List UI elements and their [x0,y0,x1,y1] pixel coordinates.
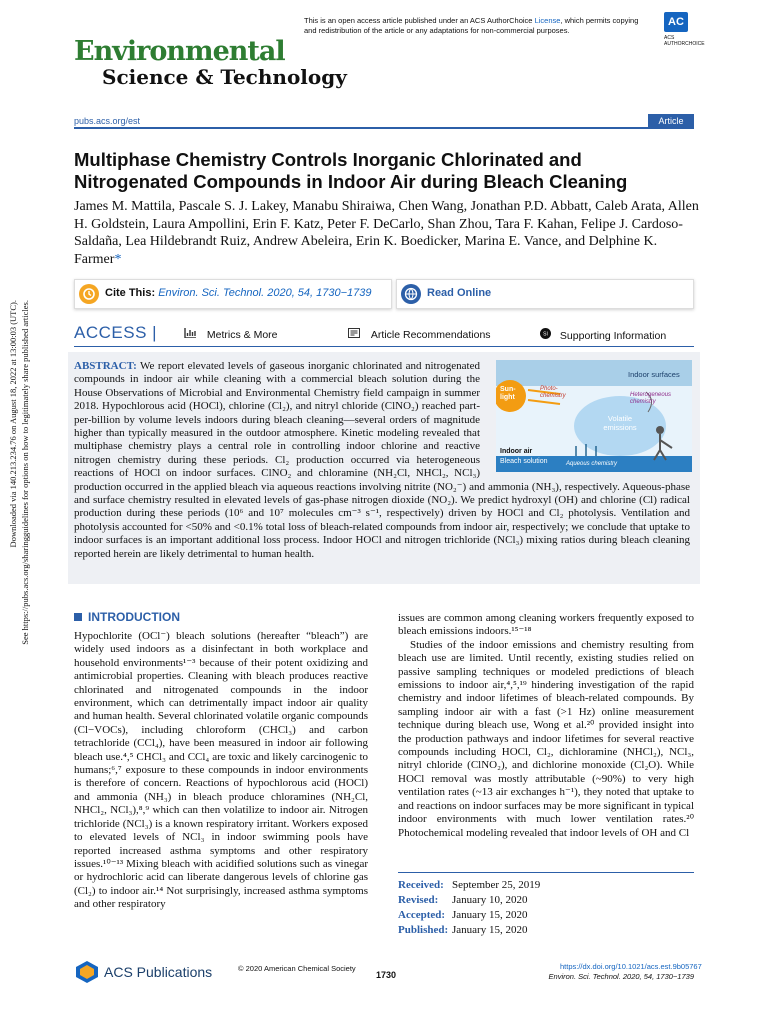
footer-journal-ref: Environ. Sci. Technol. 2020, 54, 1730−1739 [548,972,694,981]
svg-text:SI: SI [543,331,548,338]
recommendations-button[interactable]: Article Recommendations [348,328,491,341]
toc-indoor-surfaces: Indoor surfaces [628,370,680,379]
article-title: Multiphase Chemistry Controls Inorganic Chlorinated and Nitrogenated Compounds in Indoor Air during Bleach Cleaning [74,149,628,192]
journal-logo: Environmental Science & Technology [74,36,347,89]
globe-icon [401,284,421,304]
access-bar [74,322,694,347]
metrics-button[interactable]: Metrics & More [184,328,278,341]
doi-link[interactable]: https://dx.doi.org/10.1021/acs.est.9b05767 [560,962,702,971]
toc-sunlight: Sun-light [500,386,516,401]
journal-url[interactable]: pubs.acs.org/est [74,116,141,126]
page-number: 1730 [376,970,397,980]
intro-right-column: issues are common among cleaning workers frequently exposed to bleach emissions indoors.¹⁵⁻¹⁸ Studies of the indoor emissions and chemistry resulting from bleach use are limited. Until recently, existing studies relied on passive sampling techniques or modeled predictions of bleach emissions to indoor air,⁴,⁵,¹⁹ hindering investigation of the rapid chemistry and indoor lifetimes of bleach-related compounds. By sampling indoor air with a fast (>1 Hz) online measurement technique during bleach use, Wong et al.²⁰ provided insight into the production pathways and indoor lifetimes for several reactive compounds including HOCl, Cl₂, dichloramine (NHCl₂), NCl₃, nitryl chloride (ClNO₂), and dichlorine monoxide (Cl₂O). While HOCl removal was mostly attributable (~90%) to very high ventilation rates (~13 air exchanges h⁻¹), they noted that uptake to and reactions on indoor surfaces may be more significant in typical indoor environments with much lower ventilation rates.²⁰ Photochemical modeling revealed that indoor levels of OH and Cl [398,612,694,839]
si-icon [540,330,551,342]
copyright: © 2020 American Chemical Society [238,964,356,973]
article-type-label: Article [648,114,694,128]
publication-dates: Received: September 25, 2019 Revised: January 10, 2020 Accepted: January 15, 2020 Published: January 15, 2020 [398,879,541,936]
toc-photochemistry: Photo-chemistry [540,386,566,399]
intro-left-column: Hypochlorite (OCl⁻) bleach solutions (hereafter “bleach”) are widely used indoors as a disinfectant in both workplace and household environments¹⁻³ because of their potent oxidizing and antimicrobial properties. Cleaning with bleach produces reactive chlorinated and nitrogenated compounds in the indoor environment, which can detrimentally impact indoor air quality and human health. Several chlorinated volatile organic compounds (Cl−VOCs), including chloroform (CHCl₃) and carbon tetrachloride (CCl₄), have been measured in indoor air following bleach use.⁴,⁵ CHCl₃ and CCl₄ are toxic and likely carcinogenic to humans;⁶,⁷ exposure to these compounds in indoor environments is therefore of concern. Reactions of hypochlorous acid (HOCl) and ammonia (NH₃) in bleach produce chloramines (NH₂Cl, NHCl₂, NCl₃),⁸,⁹ which can then volatilize to indoor air. Nitrogen trichloride (NCl₃) is a known respiratory irritant. Workers exposed to elevated levels of NCl₃ in indoor swimming pools have reported increased asthma symptoms and other respiratory issues.¹⁰⁻¹³ Mixing bleach with acidified solutions such as vinegar or hydrochloric acid can liberate dangerous levels of chlorine gas (Cl₂) to indoor air.¹⁴ Not surprisingly, increased asthma symptoms and other respiratory [74,630,368,911]
acs-logo [74,960,100,989]
cite-this-box[interactable]: Cite This: Environ. Sci. Technol. 2020, 54, 1730−1739 [74,279,392,309]
section-marker [74,613,82,621]
header-rule [74,127,694,129]
introduction-heading: INTRODUCTION [74,610,180,624]
citation-reference[interactable]: Environ. Sci. Technol. 2020, 54, 1730−1739 [158,287,372,299]
download-note: Downloaded via 140.213.234.76 on August 18, 2022 at 13:00:03 (UTC). [8,300,18,548]
toc-bleach: Bleach solution [500,458,548,465]
publisher-name: ACS Publications [104,964,213,980]
access-label: ACCESS | [74,323,158,342]
toc-volatile: Volatile emissions [603,414,637,432]
toc-heterogeneous: Heterogeneous chemistry [630,392,672,405]
toc-indoor-air: Indoor air [500,448,533,455]
authorchoice-badge: AC ACS AUTHORCHOICE [664,12,694,47]
toc-aqueous: Aqueous chemistry [566,461,618,467]
article-list-icon [348,329,360,341]
download-sidebar [8,300,32,720]
author-list: James M. Mattila, Pascale S. J. Lakey, Manabu Shiraiwa, Chen Wang, Jonathan P.D. Abbatt, Caleb Arata, Allen H. Goldstein, Laura Ampollini, Erin F. Katz, Peter F. DeCarlo, Shan Zhou, Tara F. Kahan, Felipe J. Cardoso-Saldaña, Lea Hildebrandt Ruiz, Andrew Abeleira, Erin K. Boedicker, Marina E. Vance, and Delphine K. Farmer* [74,199,699,267]
cite-icon [79,284,99,304]
license-link[interactable]: License [534,16,561,25]
supporting-info-button[interactable]: SI Supporting Information [540,328,666,342]
dates-rule [398,872,694,873]
read-online-box[interactable] [396,279,694,309]
read-online-link[interactable]: Read Online [427,287,492,299]
abstract-text: ABSTRACT: We report elevated levels of gaseous inorganic chlorinated and nitrogenated compounds in indoor air while cleaning with a commercial bleach solution during the House Observations of Microbial and Environmental Chemistry field campaign in summer 2018. Hypochlorous acid (HOCl), chlorine (Cl₂), and nitryl chloride (ClNO₂) reached part-per-billion by volume levels indoors during bleach cleaning—several orders of magnitude higher than typically measured in the outdoor atmosphere. Kinetic modeling revealed that multiphase chemistry plays a central role in controlling indoor chlorine and reactive nitrogen chemistry during these periods. Cl₂ production occurred via heterogeneous reactions of HOCl on indoor surfaces. ClNO₂ and chloramine (NH₂Cl, NHCl₂, NCl₃) production occurred in the applied bleach via aqueous reactions involving nitrite (NO₂⁻) and ammonia (NH₃), respectively. Aqueous-phase and surface chemistry resulted in elevated levels of gas-phase nitrogen dioxide (NO₂). We predict hydroxyl (OH) and chlorine (Cl) radical production during these periods (10⁶ and 10⁷ molecules cm⁻³ s⁻¹, respectively) driven by HOCl and Cl₂ photolysis. Ventilation and photolysis accounted for <50% and <0.1% total loss of bleach-related compounds from indoor air, respectively; we conclude that uptake to indoor surfaces is an important additional loss process. Indoor HOCl and nitrogen trichloride (NCl₃) mixing ratios during bleach cleaning reported herein are likely detrimental to human health. [74,360,690,560]
open-access-notice: This is an open access article published under an ACS AuthorChoice License, which permits copying and redistribution of the article or any adaptations for non-commercial purposes. [304,16,639,35]
corresponding-author-marker: * [114,251,122,267]
bar-chart-icon [184,329,196,341]
acs-hexagon-icon [74,960,100,984]
sharing-note: See https://pubs.acs.org/sharingguidelines for options on how to legitimately share published articles. [20,300,30,645]
